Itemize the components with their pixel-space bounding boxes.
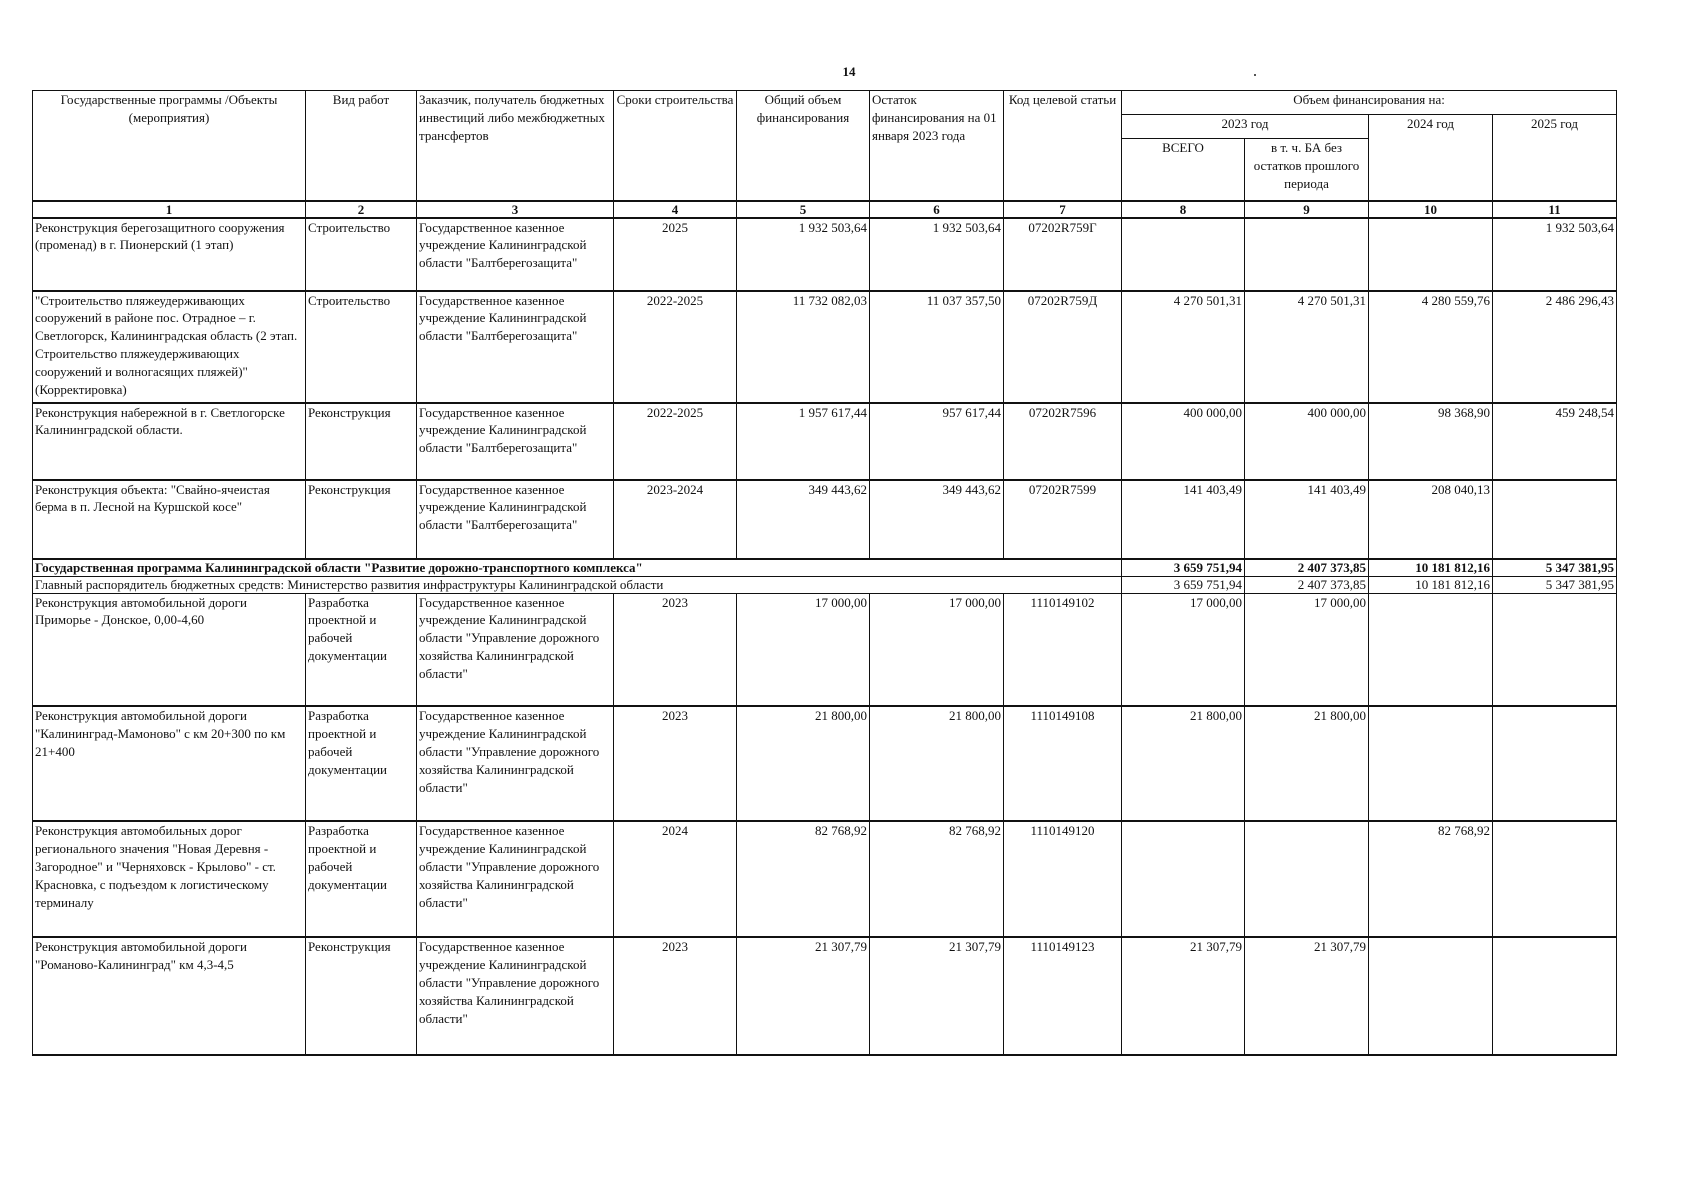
remainder: 82 768,92 (870, 821, 1004, 937)
y2025: 2 486 296,43 (1493, 291, 1617, 403)
period: 2024 (614, 821, 737, 937)
customer: Государственное казенное учреждение Калининградской области "Балтберегозащита" (417, 403, 614, 480)
y2024 (1369, 706, 1493, 821)
work-type: Реконструкция (306, 480, 417, 559)
object-name: Реконструкция набережной в г. Светлогорске Калининградской области. (33, 403, 306, 480)
budget-table (32, 90, 1617, 1056)
target-code: 07202R759Г (1004, 218, 1122, 291)
header-year-2024: 2024 год (1369, 115, 1493, 201)
column-number: 2 (306, 201, 417, 218)
header-year-2023: 2023 год (1122, 115, 1369, 139)
total-funding: 21 307,79 (737, 937, 870, 1055)
y2024 (1369, 937, 1493, 1055)
header-programs: Государственные программы /Объекты (мероприятия) (33, 91, 306, 201)
manager-y2024: 10 181 812,16 (1369, 576, 1493, 593)
column-number: 10 (1369, 201, 1493, 218)
customer: Государственное казенное учреждение Калининградской области "Управление дорожного хозяйства Калининградской области" (417, 706, 614, 821)
object-name: Реконструкция автомобильной дороги Приморье - Донское, 0,00-4,60 (33, 593, 306, 706)
column-number: 6 (870, 201, 1004, 218)
total-funding: 349 443,62 (737, 480, 870, 559)
header-2023-ba: в т. ч. БА без остатков прошлого периода (1245, 139, 1369, 201)
remainder: 349 443,62 (870, 480, 1004, 559)
y2023-ba: 21 307,79 (1245, 937, 1369, 1055)
y2024 (1369, 593, 1493, 706)
column-numbers-row (33, 201, 1617, 218)
customer: Государственное казенное учреждение Калининградской области "Балтберегозащита" (417, 218, 614, 291)
y2023-total: 4 270 501,31 (1122, 291, 1245, 403)
period: 2023-2024 (614, 480, 737, 559)
total-funding: 82 768,92 (737, 821, 870, 937)
manager-y2023-total: 3 659 751,94 (1122, 576, 1245, 593)
remainder: 17 000,00 (870, 593, 1004, 706)
column-number: 7 (1004, 201, 1122, 218)
remainder: 1 932 503,64 (870, 218, 1004, 291)
target-code: 1110149123 (1004, 937, 1122, 1055)
y2024: 82 768,92 (1369, 821, 1493, 937)
total-funding: 1 932 503,64 (737, 218, 870, 291)
y2024: 98 368,90 (1369, 403, 1493, 480)
y2024 (1369, 218, 1493, 291)
period: 2022-2025 (614, 291, 737, 403)
program-y2025: 5 347 381,95 (1493, 559, 1617, 577)
period: 2023 (614, 706, 737, 821)
program-y2023-total: 3 659 751,94 (1122, 559, 1245, 577)
period: 2022-2025 (614, 403, 737, 480)
header-remainder: Остаток финансирования на 01 января 2023 года (870, 91, 1004, 201)
y2023-total: 17 000,00 (1122, 593, 1245, 706)
header-period: Сроки строительства (614, 91, 737, 201)
object-name: Реконструкция берегозащитного сооружения (променад) в г. Пионерский (1 этап) (33, 218, 306, 291)
remainder: 21 800,00 (870, 706, 1004, 821)
customer: Государственное казенное учреждение Калининградской области "Управление дорожного хозяйства Калининградской области" (417, 937, 614, 1055)
y2023-total (1122, 218, 1245, 291)
object-name: Реконструкция автомобильной дороги "Романово-Калининград" км 4,3-4,5 (33, 937, 306, 1055)
y2023-ba: 17 000,00 (1245, 593, 1369, 706)
customer: Государственное казенное учреждение Калининградской области "Балтберегозащита" (417, 480, 614, 559)
y2024: 208 040,13 (1369, 480, 1493, 559)
table-row (33, 821, 1617, 937)
column-number: 4 (614, 201, 737, 218)
header-total-funding: Общий объем финансирования (737, 91, 870, 201)
column-number: 8 (1122, 201, 1245, 218)
total-funding: 1 957 617,44 (737, 403, 870, 480)
remainder: 957 617,44 (870, 403, 1004, 480)
y2023-ba (1245, 218, 1369, 291)
y2024: 4 280 559,76 (1369, 291, 1493, 403)
program-summary-row (33, 559, 1617, 577)
period: 2025 (614, 218, 737, 291)
object-name: Реконструкция автомобильных дорог регионального значения "Новая Деревня - Загородное" и "Черняховск - Крылово" - ст. Красновка, с подъездом к логистическому терминалу (33, 821, 306, 937)
column-number: 11 (1493, 201, 1617, 218)
table-row (33, 480, 1617, 559)
target-code: 07202R7596 (1004, 403, 1122, 480)
remainder: 21 307,79 (870, 937, 1004, 1055)
work-type: Разработка проектной и рабочей документации (306, 821, 417, 937)
table-row (33, 593, 1617, 706)
page-number: 14 (842, 64, 856, 79)
work-type: Реконструкция (306, 937, 417, 1055)
period: 2023 (614, 937, 737, 1055)
object-name: Реконструкция объекта: "Свайно-ячеистая берма в п. Лесной на Куршской косе" (33, 480, 306, 559)
header-2023-total: ВСЕГО (1122, 139, 1245, 201)
work-type: Разработка проектной и рабочей документации (306, 593, 417, 706)
program-y2024: 10 181 812,16 (1369, 559, 1493, 577)
manager-y2025: 5 347 381,95 (1493, 576, 1617, 593)
y2025: 1 932 503,64 (1493, 218, 1617, 291)
header-customer: Заказчик, получатель бюджетных инвестиций либо межбюджетных трансфертов (417, 91, 614, 201)
customer: Государственное казенное учреждение Калининградской области "Управление дорожного хозяйства Калининградской области" (417, 593, 614, 706)
table-row (33, 291, 1617, 403)
table-header (33, 91, 1617, 218)
header-target-code: Код целевой статьи (1004, 91, 1122, 201)
table-row (33, 218, 1617, 291)
header-year-2025: 2025 год (1493, 115, 1617, 201)
y2023-ba: 4 270 501,31 (1245, 291, 1369, 403)
customer: Государственное казенное учреждение Калининградской области "Балтберегозащита" (417, 291, 614, 403)
period: 2023 (614, 593, 737, 706)
column-number: 9 (1245, 201, 1369, 218)
y2025: 459 248,54 (1493, 403, 1617, 480)
customer: Государственное казенное учреждение Калининградской области "Управление дорожного хозяйства Калининградской области" (417, 821, 614, 937)
y2025 (1493, 480, 1617, 559)
total-funding: 21 800,00 (737, 706, 870, 821)
object-name: Реконструкция автомобильной дороги "Калининград-Мамоново" с км 20+300 по км 21+400 (33, 706, 306, 821)
remainder: 11 037 357,50 (870, 291, 1004, 403)
y2023-total: 141 403,49 (1122, 480, 1245, 559)
object-name: "Строительство пляжеудерживающих сооружений в районе пос. Отрадное – г. Светлогорск, Калининградская область (2 этап. Строительство пляжеудерживающих сооружений и волногасящих пляжей)"(Корректировка) (33, 291, 306, 403)
work-type: Реконструкция (306, 403, 417, 480)
table-row (33, 937, 1617, 1055)
column-number: 5 (737, 201, 870, 218)
y2025 (1493, 706, 1617, 821)
y2025 (1493, 593, 1617, 706)
y2023-ba (1245, 821, 1369, 937)
y2025 (1493, 821, 1617, 937)
target-code: 07202R7599 (1004, 480, 1122, 559)
work-type: Разработка проектной и рабочей документации (306, 706, 417, 821)
work-type: Строительство (306, 291, 417, 403)
manager-title: Главный распорядитель бюджетных средств: Министерство развития инфраструктуры Калининградской области (33, 576, 1122, 593)
target-code: 07202R759Д (1004, 291, 1122, 403)
header-work-type: Вид работ (306, 91, 417, 201)
manager-summary-row (33, 576, 1617, 593)
program-y2023-ba: 2 407 373,85 (1245, 559, 1369, 577)
y2023-total (1122, 821, 1245, 937)
column-number: 1 (33, 201, 306, 218)
y2023-total: 21 307,79 (1122, 937, 1245, 1055)
table-row (33, 706, 1617, 821)
column-number: 3 (417, 201, 614, 218)
target-code: 1110149120 (1004, 821, 1122, 937)
total-funding: 11 732 082,03 (737, 291, 870, 403)
y2023-ba: 21 800,00 (1245, 706, 1369, 821)
y2023-total: 400 000,00 (1122, 403, 1245, 480)
y2023-total: 21 800,00 (1122, 706, 1245, 821)
work-type: Строительство (306, 218, 417, 291)
y2025 (1493, 937, 1617, 1055)
scan-dot (1254, 74, 1256, 76)
target-code: 1110149102 (1004, 593, 1122, 706)
table-row (33, 403, 1617, 480)
target-code: 1110149108 (1004, 706, 1122, 821)
total-funding: 17 000,00 (737, 593, 870, 706)
manager-y2023-ba: 2 407 373,85 (1245, 576, 1369, 593)
program-title: Государственная программа Калининградской области "Развитие дорожно-транспортного комплекса" (33, 559, 1122, 577)
y2023-ba: 400 000,00 (1245, 403, 1369, 480)
header-funding-volume: Объем финансирования на: (1122, 91, 1617, 115)
y2023-ba: 141 403,49 (1245, 480, 1369, 559)
